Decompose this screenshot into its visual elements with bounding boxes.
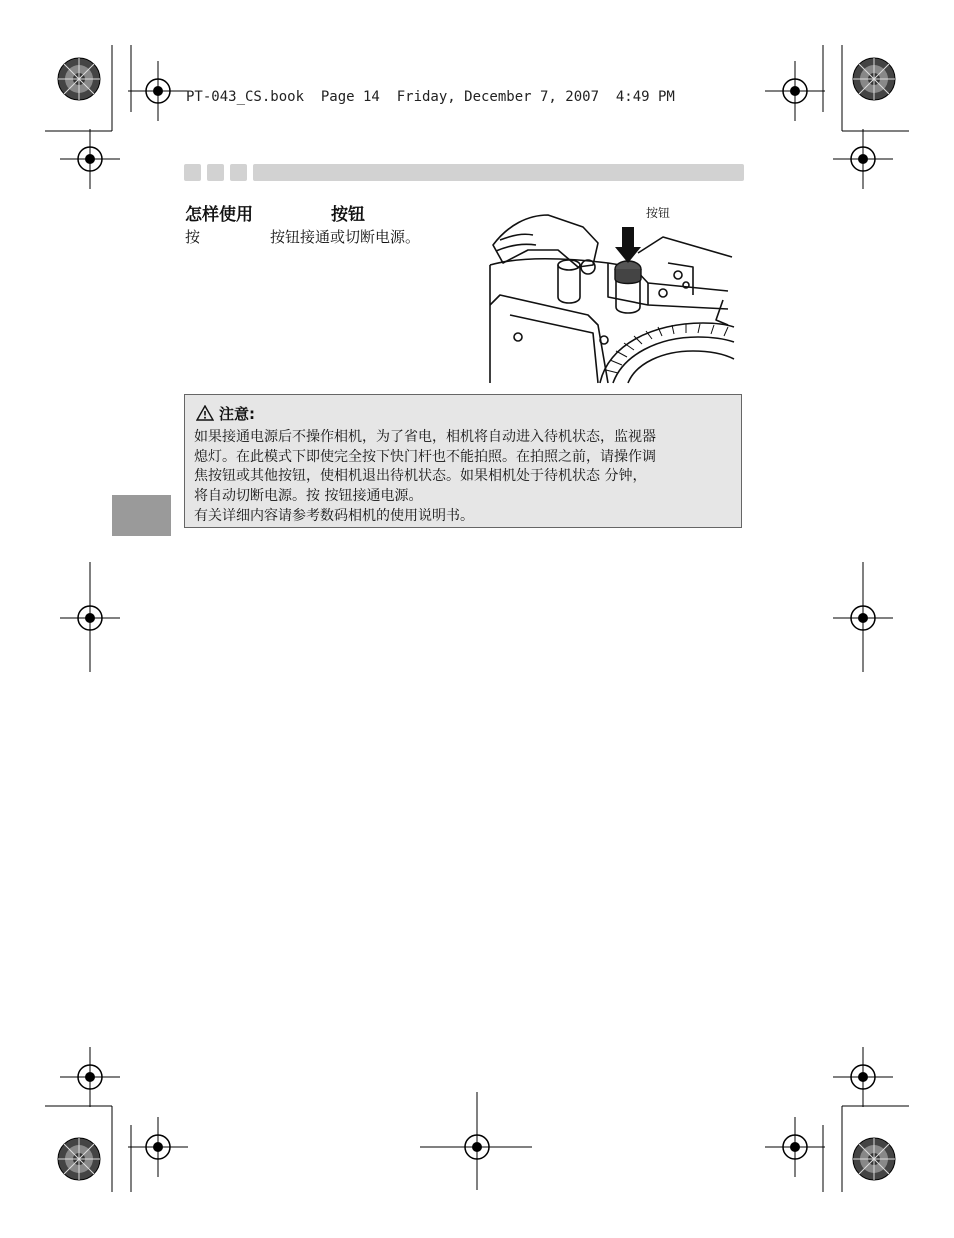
warning-triangle-icon (196, 405, 214, 421)
caution-title: 注意: (219, 405, 255, 423)
book-header-line: PT-043_CS.book Page 14 Friday, December 7, 2007 4:49 PM (186, 89, 675, 105)
body-text-start: 按 (185, 228, 201, 246)
caution-line-2: 熄灯。在此模式下即使完全按下快门杆也不能拍照。在拍照之前，请操作调 (194, 449, 656, 465)
caution-line-5: 有关详细内容请参考数码相机的使用说明书。 (194, 508, 474, 524)
caution-line-4: 将自动切断电源。按 按钮接通电源。 (194, 488, 423, 504)
section-square-1 (184, 164, 201, 181)
section-square-2 (207, 164, 224, 181)
section-square-3 (230, 164, 247, 181)
caution-line-1: 如果接通电源后不操作相机，为了省电，相机将自动进入待机状态，监视器 (194, 429, 656, 445)
chapter-side-tab (112, 495, 171, 536)
caution-line-3: 焦按钮或其他按钮，使相机退出待机状态。如果相机处于待机状态 分钟， (194, 468, 647, 484)
camera-housing-illustration (488, 205, 736, 385)
section-bar (253, 164, 744, 181)
body-text-rest: 按钮接通或切断电源。 (270, 228, 421, 246)
section-title: 怎样使用 (185, 205, 253, 225)
section-title-button-word: 按钮 (331, 205, 365, 225)
figure-callout-label: 按钮 (646, 206, 671, 220)
